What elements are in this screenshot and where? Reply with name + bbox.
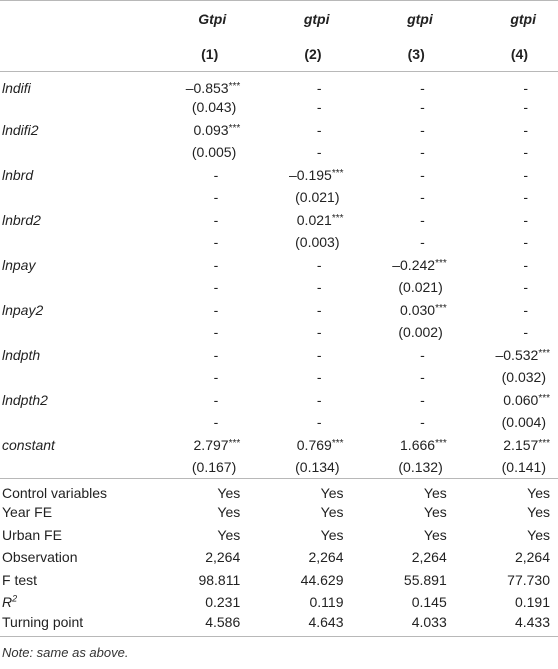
coefficient-cell xyxy=(352,389,455,412)
coefficient-cell xyxy=(248,164,351,187)
statistic-cell-value: 2,264 xyxy=(205,549,241,566)
coefficient-cell xyxy=(352,299,455,322)
coefficient-cell xyxy=(145,344,248,367)
standard-error-cell xyxy=(145,366,248,389)
statistic-cell xyxy=(145,479,248,502)
statistic-cell xyxy=(248,569,351,592)
coefficient-cell-value: 0.093 xyxy=(193,121,229,138)
coefficient-cell xyxy=(145,209,248,232)
coefficient-cell xyxy=(145,164,248,187)
standard-error-row xyxy=(0,276,558,299)
coefficient-cell-value: 2.157 xyxy=(503,436,539,453)
standard-error-cell xyxy=(145,186,248,209)
standard-error-cell-value: (0.002) xyxy=(398,324,443,341)
statistic-cell-value: 0.191 xyxy=(514,594,550,611)
standard-error-cell xyxy=(145,321,248,344)
statistic-cell xyxy=(352,546,455,569)
statistic-cell xyxy=(455,591,558,614)
coefficient-cell-value: - xyxy=(213,166,219,183)
statistic-cell-value: Yes xyxy=(320,526,344,543)
standard-error-cell xyxy=(352,141,455,164)
standard-error-cell-value: - xyxy=(213,369,219,386)
statistic-label xyxy=(0,614,145,637)
coefficient-cell xyxy=(455,389,558,412)
statistic-row xyxy=(0,569,558,592)
standard-error-cell xyxy=(352,186,455,209)
standard-error-cell xyxy=(145,231,248,254)
statistic-row xyxy=(0,479,558,502)
coefficient-cell-value: - xyxy=(213,256,219,273)
statistic-row xyxy=(0,591,558,614)
model-number-header: (3) xyxy=(352,38,455,72)
statistic-cell xyxy=(455,614,558,637)
coefficient-cell-value: - xyxy=(523,166,528,183)
table-note: Note: same as above. xyxy=(2,644,129,660)
statistic-cell-value: Yes xyxy=(320,485,344,501)
statistic-cell-value: 0.145 xyxy=(411,594,447,611)
standard-error-cell xyxy=(248,411,351,434)
coefficient-cell-value: - xyxy=(420,80,425,96)
coefficient-cell-value: 2.797 xyxy=(193,436,229,453)
coefficient-cell-value: - xyxy=(213,391,219,408)
standard-error-cell xyxy=(352,231,455,254)
coefficient-cell xyxy=(145,72,248,97)
coefficient-cell xyxy=(455,299,558,322)
significance-stars: *** xyxy=(228,437,241,449)
coefficient-cell xyxy=(455,209,558,232)
model-number-header: (1) xyxy=(145,38,248,72)
standard-error-row xyxy=(0,186,558,209)
significance-stars: *** xyxy=(435,257,447,269)
standard-error-cell xyxy=(248,186,351,209)
coefficient-cell-value: - xyxy=(523,80,528,96)
coefficient-cell xyxy=(248,72,351,97)
statistic-label-text: F test xyxy=(2,571,38,588)
coefficient-cell xyxy=(145,434,248,457)
significance-stars: *** xyxy=(228,81,241,92)
standard-error-cell-value: - xyxy=(213,189,219,206)
standard-error-cell xyxy=(248,456,351,479)
standard-error-cell xyxy=(455,456,558,479)
variable-label: lnbrd xyxy=(2,166,34,183)
variable-label: lndifi xyxy=(2,80,31,96)
statistic-cell-value: 2,264 xyxy=(411,549,447,566)
coefficient-cell xyxy=(352,344,455,367)
standard-error-cell-value: (0.132) xyxy=(398,459,443,475)
coefficient-cell xyxy=(455,434,558,457)
dependent-variable-header-row xyxy=(0,1,558,38)
statistic-label-text: Control variables xyxy=(2,485,108,501)
coefficient-cell xyxy=(145,254,248,277)
coefficient-cell xyxy=(248,119,351,142)
coefficient-cell xyxy=(455,119,558,142)
statistic-cell-value: Yes xyxy=(527,504,550,521)
statistic-label-text: Observation xyxy=(2,549,78,566)
statistic-cell xyxy=(145,591,248,614)
standard-error-cell xyxy=(352,411,455,434)
statistic-cell-value: 77.730 xyxy=(507,571,550,588)
statistic-cell xyxy=(455,479,558,502)
coefficient-cell xyxy=(248,209,351,232)
standard-error-cell xyxy=(248,231,351,254)
statistic-cell-value: 0.119 xyxy=(309,594,344,611)
coefficient-cell-value: 0.769 xyxy=(296,436,332,453)
statistic-cell xyxy=(248,501,351,524)
coefficient-cell xyxy=(145,299,248,322)
statistic-cell-value: 4.433 xyxy=(514,613,550,630)
blank-label xyxy=(0,321,145,344)
statistic-cell xyxy=(248,546,351,569)
coefficient-cell-value: 0.030 xyxy=(400,301,436,318)
coefficient-cell xyxy=(248,434,351,457)
statistic-label-text: R xyxy=(2,594,13,611)
coefficient-cell-value: –0.853 xyxy=(185,80,229,96)
standard-error-cell xyxy=(248,366,351,389)
standard-error-cell-value: - xyxy=(523,99,528,116)
standard-error-cell xyxy=(455,366,558,389)
statistic-row xyxy=(0,614,558,637)
statistic-cell xyxy=(455,546,558,569)
blank-label xyxy=(0,186,145,209)
coefficient-cell-value: - xyxy=(213,211,219,228)
standard-error-cell xyxy=(145,141,248,164)
statistic-cell-value: 98.811 xyxy=(198,571,241,588)
standard-error-cell-value: (0.021) xyxy=(398,279,443,296)
statistic-cell xyxy=(145,569,248,592)
coefficient-cell-value: - xyxy=(316,301,322,318)
standard-error-cell xyxy=(455,186,558,209)
variable-label: constant xyxy=(2,436,55,453)
standard-error-cell-value: - xyxy=(420,144,425,161)
statistic-label xyxy=(0,546,145,569)
coefficient-cell-value: –0.532 xyxy=(495,346,539,363)
standard-error-cell xyxy=(248,276,351,299)
standard-error-row xyxy=(0,456,558,479)
statistic-label xyxy=(0,569,145,592)
standard-error-cell-value: (0.141) xyxy=(501,459,546,475)
significance-stars: *** xyxy=(435,437,447,449)
standard-error-cell-value: - xyxy=(213,324,219,341)
standard-error-cell xyxy=(455,321,558,344)
coefficient-row xyxy=(0,254,558,277)
dep-var-header: gtpi xyxy=(248,1,351,38)
coefficient-cell-value: - xyxy=(420,121,425,138)
coefficient-cell-value: 1.666 xyxy=(400,436,436,453)
statistic-cell xyxy=(248,524,351,547)
coefficient-cell xyxy=(145,119,248,142)
standard-error-cell-value: - xyxy=(316,99,322,116)
coefficient-cell-value: - xyxy=(316,391,322,408)
standard-error-cell-value: (0.005) xyxy=(191,144,237,161)
standard-error-cell xyxy=(455,276,558,299)
standard-error-cell-value: - xyxy=(420,234,425,251)
coefficient-row xyxy=(0,344,558,367)
standard-error-cell xyxy=(352,96,455,119)
statistic-cell-value: Yes xyxy=(217,485,241,501)
standard-error-cell xyxy=(248,96,351,119)
standard-error-cell-value: - xyxy=(213,414,219,431)
coefficient-cell-value: - xyxy=(420,211,425,228)
coefficient-cell-value: –0.242 xyxy=(392,256,436,273)
statistic-label xyxy=(0,479,145,502)
standard-error-cell-value: - xyxy=(523,234,528,251)
statistic-cell-value: Yes xyxy=(217,504,241,521)
statistic-cell-value: Yes xyxy=(527,485,550,501)
statistic-cell-value: 55.891 xyxy=(403,571,447,588)
statistic-row xyxy=(0,524,558,547)
standard-error-cell xyxy=(455,96,558,119)
statistic-label xyxy=(0,591,145,614)
standard-error-cell-value: - xyxy=(420,189,425,206)
statistic-cell-value: 44.629 xyxy=(300,571,344,588)
blank-label xyxy=(0,231,145,254)
statistic-cell xyxy=(352,501,455,524)
coefficient-cell xyxy=(352,164,455,187)
table-body xyxy=(0,72,558,637)
coefficient-cell xyxy=(455,164,558,187)
coefficient-cell-value: - xyxy=(316,80,322,96)
statistic-cell xyxy=(455,569,558,592)
statistic-row xyxy=(0,501,558,524)
statistic-label-text: Year FE xyxy=(2,504,53,521)
standard-error-cell-value: - xyxy=(523,144,528,161)
statistic-cell xyxy=(455,524,558,547)
coefficient-row xyxy=(0,434,558,457)
header-corner xyxy=(0,38,145,72)
dep-var-header: Gtpi xyxy=(145,1,248,38)
significance-stars: *** xyxy=(435,302,447,314)
statistic-cell xyxy=(352,479,455,502)
standard-error-cell-value: - xyxy=(316,324,322,341)
coefficient-cell xyxy=(455,254,558,277)
standard-error-cell xyxy=(145,411,248,434)
statistic-cell-value: 4.586 xyxy=(205,613,241,630)
statistic-cell xyxy=(352,591,455,614)
standard-error-cell-value: - xyxy=(420,369,425,386)
coefficient-cell xyxy=(352,119,455,142)
standard-error-cell xyxy=(455,231,558,254)
statistic-cell xyxy=(352,614,455,637)
coefficient-cell-value: - xyxy=(420,391,425,408)
blank-label xyxy=(0,141,145,164)
statistic-row xyxy=(0,546,558,569)
standard-error-cell-value: - xyxy=(523,189,528,206)
model-number-header-row xyxy=(0,38,558,72)
coefficient-cell-value: - xyxy=(523,121,528,138)
standard-error-cell xyxy=(145,96,248,119)
coefficient-cell-value: - xyxy=(213,301,219,318)
coefficient-cell-value: - xyxy=(316,346,322,363)
standard-error-row xyxy=(0,231,558,254)
standard-error-cell-value: - xyxy=(316,414,322,431)
standard-error-cell xyxy=(455,411,558,434)
coefficient-cell-value: - xyxy=(316,121,322,138)
coefficient-cell xyxy=(352,72,455,97)
coefficient-cell xyxy=(352,434,455,457)
standard-error-cell xyxy=(248,141,351,164)
significance-stars: *** xyxy=(331,167,344,179)
variable-label: lndifi2 xyxy=(2,121,39,138)
standard-error-cell xyxy=(248,321,351,344)
statistic-cell xyxy=(145,501,248,524)
coefficient-cell-value: –0.195 xyxy=(288,166,332,183)
standard-error-cell-value: - xyxy=(420,414,425,431)
coefficient-row xyxy=(0,299,558,322)
blank-label xyxy=(0,276,145,299)
statistic-cell xyxy=(455,501,558,524)
standard-error-cell-value: - xyxy=(213,279,219,296)
blank-label xyxy=(0,411,145,434)
coefficient-cell-value: - xyxy=(420,346,425,363)
statistic-cell-value: Yes xyxy=(423,485,447,501)
standard-error-cell-value: - xyxy=(420,99,425,116)
superscript: 2 xyxy=(12,593,18,604)
header-corner xyxy=(0,1,145,38)
standard-error-cell xyxy=(455,141,558,164)
statistic-cell xyxy=(145,546,248,569)
standard-error-row xyxy=(0,321,558,344)
statistic-cell-value: Yes xyxy=(217,526,241,543)
standard-error-cell xyxy=(145,456,248,479)
statistic-cell-value: 2,264 xyxy=(308,549,344,566)
standard-error-cell-value: (0.043) xyxy=(191,99,237,116)
statistic-cell xyxy=(248,591,351,614)
model-number-header: (2) xyxy=(248,38,351,72)
coefficient-cell-value: - xyxy=(523,256,528,273)
statistic-cell xyxy=(145,614,248,637)
statistic-label xyxy=(0,501,145,524)
blank-label xyxy=(0,366,145,389)
statistic-cell-value: Yes xyxy=(527,526,550,543)
statistic-cell xyxy=(248,614,351,637)
statistic-label xyxy=(0,524,145,547)
coefficient-cell xyxy=(352,209,455,232)
model-number-header: (4) xyxy=(455,38,558,72)
significance-stars: *** xyxy=(538,392,550,404)
coefficient-cell-value: - xyxy=(523,301,528,318)
significance-stars: *** xyxy=(228,122,241,134)
coefficient-cell xyxy=(248,389,351,412)
significance-stars: *** xyxy=(538,437,550,449)
coefficient-cell xyxy=(455,344,558,367)
standard-error-row xyxy=(0,141,558,164)
coefficient-cell-value: - xyxy=(316,256,322,273)
coefficient-cell xyxy=(248,344,351,367)
coefficient-cell-value: 0.060 xyxy=(503,391,539,408)
statistic-label-text: Urban FE xyxy=(2,526,62,543)
standard-error-cell-value: - xyxy=(213,234,219,251)
standard-error-cell-value: - xyxy=(523,279,528,296)
standard-error-cell xyxy=(352,276,455,299)
standard-error-cell-value: - xyxy=(316,144,322,161)
coefficient-cell-value: - xyxy=(213,346,219,363)
standard-error-cell xyxy=(352,366,455,389)
standard-error-cell-value: - xyxy=(316,279,322,296)
standard-error-cell xyxy=(352,456,455,479)
coefficient-row xyxy=(0,119,558,142)
dep-var-header: gtpi xyxy=(455,1,558,38)
blank-label xyxy=(0,96,145,119)
statistic-cell-value: Yes xyxy=(423,526,447,543)
standard-error-cell-value: - xyxy=(523,324,528,341)
standard-error-cell-value: (0.134) xyxy=(295,459,340,475)
blank-label xyxy=(0,456,145,479)
significance-stars: *** xyxy=(331,437,344,449)
variable-label: lnbrd2 xyxy=(2,211,41,228)
statistic-cell-value: 4.033 xyxy=(411,613,447,630)
significance-stars: *** xyxy=(538,347,550,359)
standard-error-row xyxy=(0,366,558,389)
coefficient-row xyxy=(0,72,558,97)
coefficient-row xyxy=(0,209,558,232)
standard-error-cell-value: (0.004) xyxy=(501,414,546,431)
standard-error-cell xyxy=(145,276,248,299)
standard-error-cell xyxy=(352,321,455,344)
coefficient-cell-value: - xyxy=(523,211,528,228)
statistic-cell-value: Yes xyxy=(320,504,344,521)
statistic-label-text: Turning point xyxy=(2,613,84,630)
statistic-cell xyxy=(352,569,455,592)
variable-label: lndpth2 xyxy=(2,391,48,408)
coefficient-cell xyxy=(145,389,248,412)
standard-error-cell-value: - xyxy=(316,369,322,386)
statistic-cell xyxy=(352,524,455,547)
statistic-cell-value: 2,264 xyxy=(514,549,550,566)
variable-label: lndpth xyxy=(2,346,41,363)
coefficient-cell xyxy=(352,254,455,277)
dep-var-header: gtpi xyxy=(352,1,455,38)
standard-error-row xyxy=(0,96,558,119)
statistic-cell-value: 0.231 xyxy=(205,594,241,611)
coefficient-cell xyxy=(248,254,351,277)
variable-label: lnpay2 xyxy=(2,301,44,318)
standard-error-row xyxy=(0,411,558,434)
coefficient-cell xyxy=(455,72,558,97)
standard-error-cell-value: (0.003) xyxy=(295,234,340,251)
coefficient-cell-value: 0.021 xyxy=(296,211,332,228)
coefficient-row xyxy=(0,389,558,412)
statistic-cell xyxy=(248,479,351,502)
standard-error-cell-value: (0.021) xyxy=(295,189,340,206)
coefficient-row xyxy=(0,164,558,187)
statistic-cell-value: 4.643 xyxy=(308,613,344,630)
coefficient-cell-value: - xyxy=(420,166,425,183)
statistic-cell-value: Yes xyxy=(423,504,447,521)
significance-stars: *** xyxy=(331,212,344,224)
standard-error-cell-value: (0.167) xyxy=(191,459,237,475)
statistic-cell xyxy=(145,524,248,547)
standard-error-cell-value: (0.032) xyxy=(501,369,546,386)
variable-label: lnpay xyxy=(2,256,36,273)
coefficient-cell xyxy=(248,299,351,322)
